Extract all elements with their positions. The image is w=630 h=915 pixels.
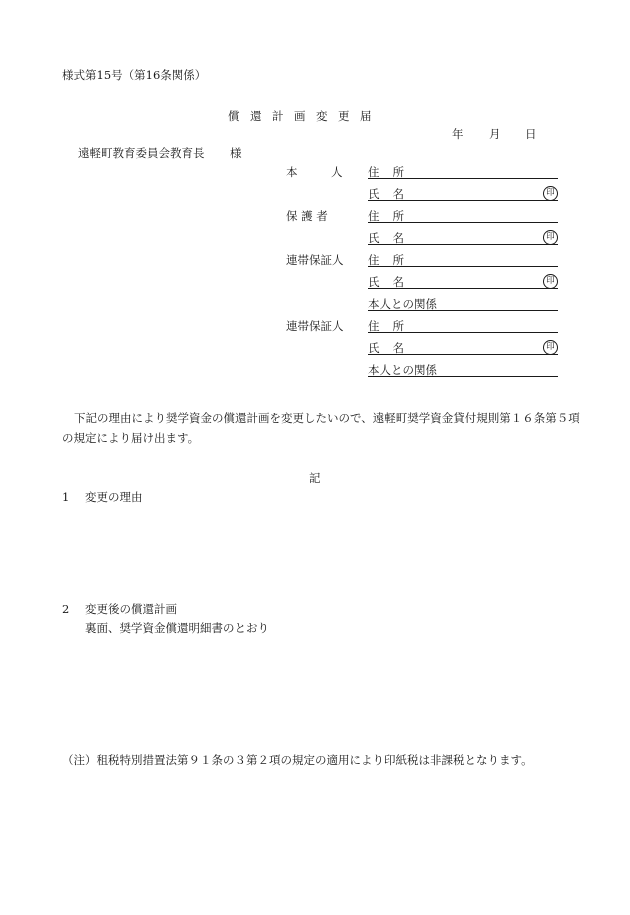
guarantor2-relationship-label: 本人との関係 xyxy=(368,363,437,377)
section-2-detail: 裏面、奨学資金償還明細書のとおり xyxy=(85,621,269,635)
section-2-label: 変更後の償還計画 xyxy=(85,602,177,616)
role-self-first-char: 本 xyxy=(286,165,298,179)
guarantor1-address-label: 住所 xyxy=(368,253,417,267)
form-number: 様式第15号（第16条関係） xyxy=(62,68,207,82)
role-self-second-char: 人 xyxy=(331,165,343,179)
section-2-number: 2 xyxy=(62,602,70,616)
seal-icon: 印 xyxy=(543,186,558,201)
guarantor2-address-label: 住所 xyxy=(368,319,417,333)
document-title: 償還計画変更届 xyxy=(228,109,382,123)
guarantor1-address-field[interactable] xyxy=(368,252,558,267)
self-address-field[interactable] xyxy=(368,164,558,179)
seal-icon: 印 xyxy=(543,274,558,289)
guarantor2-address-field[interactable] xyxy=(368,318,558,333)
self-name-field[interactable] xyxy=(368,186,558,201)
guarantor1-relationship-label: 本人との関係 xyxy=(368,297,437,311)
guarantor1-name-label: 氏名 xyxy=(368,275,417,289)
guardian-name-label: 氏名 xyxy=(368,231,417,245)
guardian-address-field[interactable] xyxy=(368,208,558,223)
section-1-label: 変更の理由 xyxy=(85,490,143,504)
seal-icon: 印 xyxy=(543,230,558,245)
guarantor1-name-field[interactable] xyxy=(368,274,558,289)
seal-icon: 印 xyxy=(543,340,558,355)
role-guardian: 保 護 者 xyxy=(286,209,328,223)
footnote: （注）租税特別措置法第９１条の３第２項の規定の適用により印紙税は非課税となります。 xyxy=(62,753,533,767)
recipient-honorific: 様 xyxy=(230,146,242,160)
date-day-label: 日 xyxy=(525,127,537,141)
guarantor2-name-field[interactable] xyxy=(368,340,558,355)
self-name-label: 氏名 xyxy=(368,187,417,201)
section-1-number: 1 xyxy=(62,490,70,504)
role-guarantor-2: 連帯保証人 xyxy=(286,319,344,333)
guarantor2-name-label: 氏名 xyxy=(368,341,417,355)
section-1-heading xyxy=(62,489,143,505)
date-month-label: 月 xyxy=(489,127,501,141)
role-guarantor-1: 連帯保証人 xyxy=(286,253,344,267)
guardian-name-field[interactable] xyxy=(368,230,558,245)
guarantor2-relationship-field[interactable] xyxy=(368,362,558,377)
recipient-name: 遠軽町教育委員会教育長 xyxy=(78,146,205,160)
body-paragraph: 下記の理由により奨学資金の償還計画を変更したいので、遠軽町奨学資金貸付規則第１６条第５項の規定により届け出ます。 xyxy=(62,411,580,445)
guarantor1-relationship-field[interactable] xyxy=(368,296,558,311)
guardian-address-label: 住所 xyxy=(368,209,417,223)
section-2-heading xyxy=(62,601,177,617)
role-self xyxy=(286,164,343,180)
date-year-label: 年 xyxy=(452,127,464,141)
ki-heading: 記 xyxy=(309,471,321,485)
self-address-label: 住所 xyxy=(368,165,417,179)
